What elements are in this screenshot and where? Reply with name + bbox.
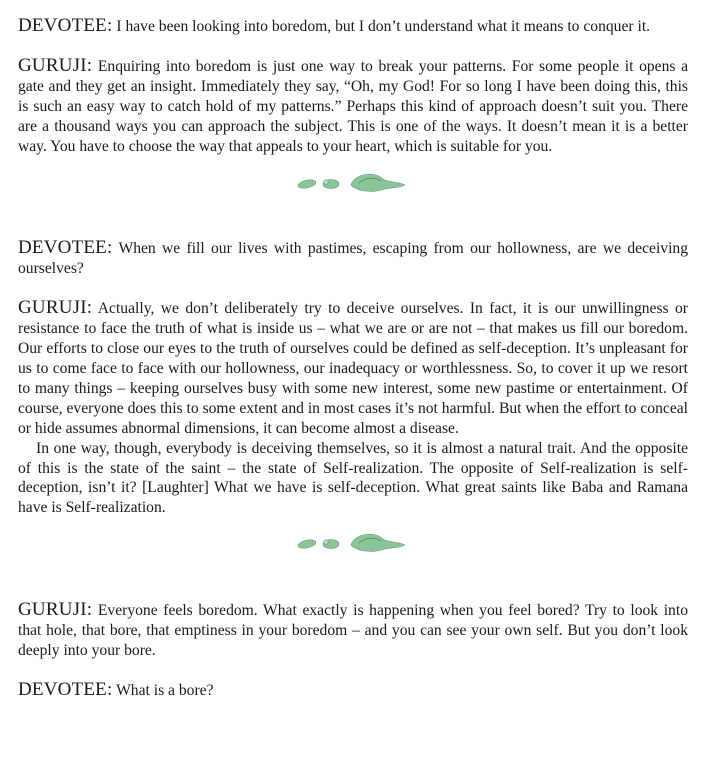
dialogue-continuation: In one way, though, everybody is deceiving themselves, so it is almost a natural trait. And the opposite of this is the state of the saint – the state of Self-realization. The opposite of Self-realization is self-deception, isn’t it? [Laughter] What we have is self-deception. What great saints like Baba and Ramana have is Self-realization. (18, 439, 688, 517)
speaker-label: DEVOTEE: (18, 678, 113, 700)
dialogue-entry (18, 56, 688, 157)
dialogue-text: Actually, we don’t deliberately try to deceive ourselves. In fact, it is our unwillingness or resistance to face the truth of what is inside us – what we are or are not – that makes us fill our boredom. Our efforts to close our eyes to the truth of ourselves could be defined as self-deception. It’s unpleasant for us to come face to face with our hollowness, our inadequacy or worthlessness. So, to cover it up we resort to many things – keeping ourselves busy with some new interest, some new pastime or entertainment. Of course, everyone does this to some extent and in most cases it’s not harmful. But when the effort to conceal or hide assumes abnormal dimensions, it can become almost a disease. (18, 300, 688, 437)
leaf-ornament-icon (293, 169, 413, 195)
leaf-ornament-icon (293, 529, 413, 555)
dialogue-entry (18, 16, 688, 37)
speaker-label: DEVOTEE: (18, 15, 113, 36)
dialogue-text: When we fill our lives with pastimes, escaping from our hollowness, are we deceiving ourselves? (18, 240, 688, 278)
dialogue-entry (18, 298, 688, 438)
dialogue-text: Enquiring into boredom is just one way to break your patterns. For some people it opens a gate and they get an insight. Immediately they say, “Oh, my God! For so long I have been doing this, this is such an easy way to catch hold of my patterns.” Perhaps this kind of approach doesn’t suit you. There are a thousand ways you can approach the subject. This is one of the ways. It doesn’t mean it is a better way. You have to choose the way that appeals to your heart, which is suitable for you. (18, 57, 688, 155)
speaker-label: DEVOTEE: (18, 237, 113, 259)
speaker-label: GURUJI: (18, 599, 93, 621)
speaker-label: GURUJI: (18, 54, 93, 76)
dialogue-entry (18, 238, 688, 279)
dialogue-text: What is a bore? (116, 681, 214, 699)
dialogue-text: I have been looking into boredom, but I don’t understand what it means to conquer it. (116, 18, 651, 35)
page-text (18, 16, 688, 701)
dialogue-entry (18, 680, 688, 701)
dialogue-text: Everyone feels boredom. What exactly is happening when you feel bored? Try to look into that hole, that bore, that emptiness in your boredom – and you can see your own self. But you don’t look deeply into your bore. (18, 602, 688, 660)
speaker-label: GURUJI: (18, 297, 93, 319)
dialogue-entry (18, 600, 688, 661)
